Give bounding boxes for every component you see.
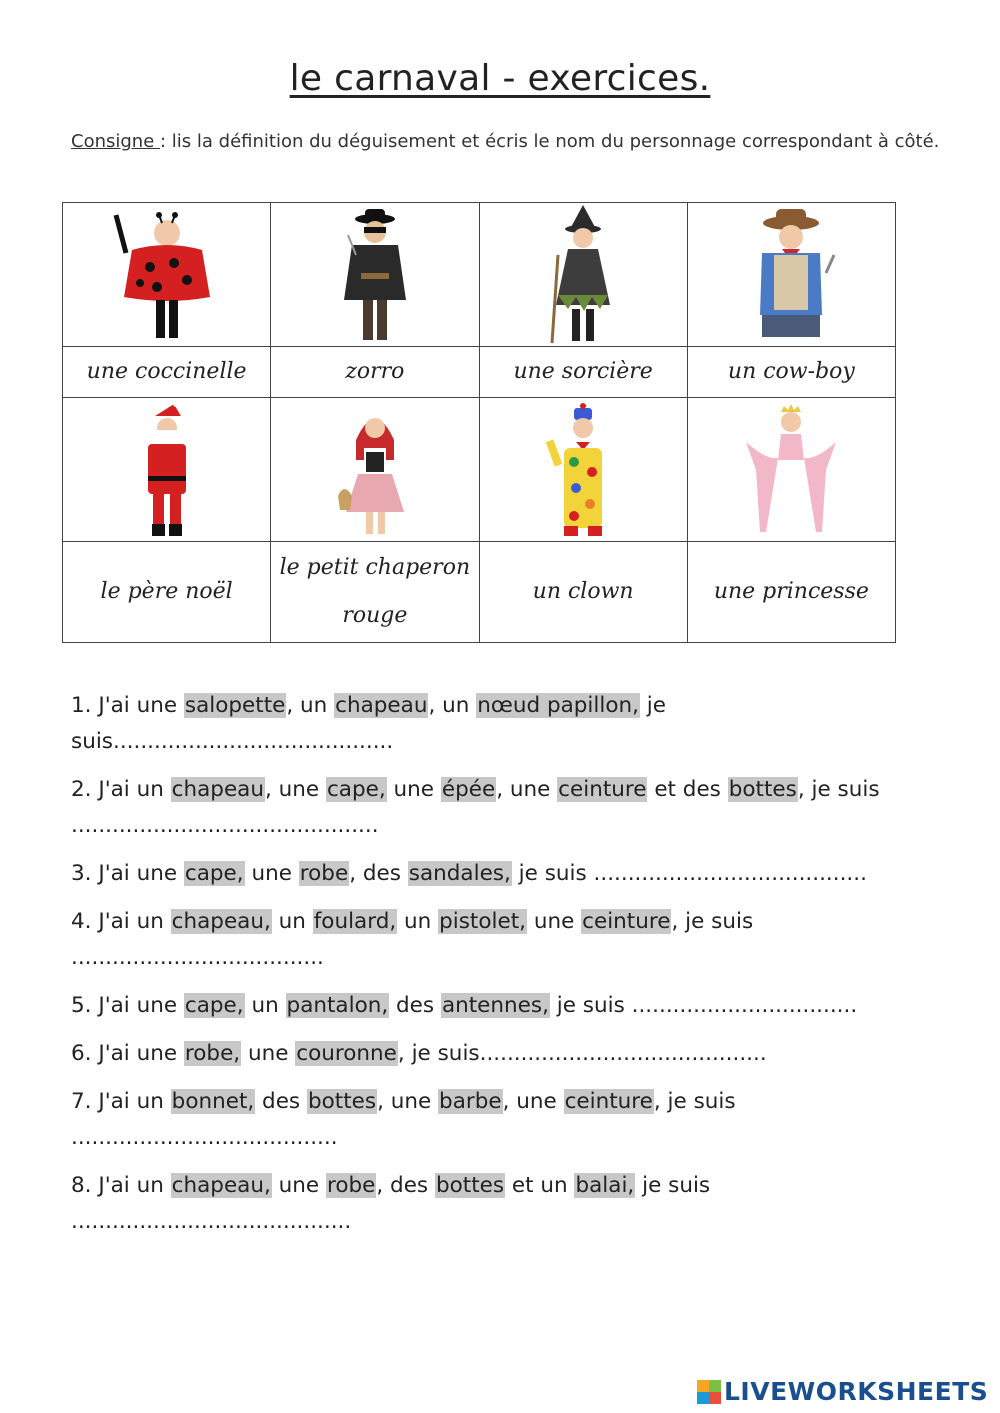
character-name: le petit chaperon rouge — [279, 555, 471, 628]
exercise-text: 1. J'ai une — [71, 693, 184, 718]
highlighted-word: barbe — [439, 1089, 502, 1114]
highlighted-word: cape, — [184, 861, 244, 886]
highlighted-word: cape, — [326, 777, 386, 802]
character-name: une sorcière — [513, 359, 653, 384]
character-name: une coccinelle — [86, 359, 247, 384]
exercise-text: , une — [502, 1089, 564, 1114]
exercise-text: je suis ........................................ — [511, 861, 867, 886]
princess-costume-icon — [726, 400, 856, 540]
character-name-cell — [63, 542, 271, 643]
highlighted-word: foulard, — [313, 909, 397, 934]
highlighted-word: chapeau — [335, 693, 428, 718]
character-name-cell — [479, 542, 687, 643]
character-name: le père noël — [100, 579, 233, 604]
costume-image-cell — [271, 203, 479, 347]
exercise-text: 3. J'ai une — [71, 861, 184, 886]
highlighted-word: chapeau — [171, 777, 264, 802]
exercise-text: , un — [286, 693, 335, 718]
cowboy-costume-icon — [726, 205, 856, 345]
exercise-item — [71, 1036, 971, 1072]
character-name: une princesse — [713, 579, 869, 604]
exercise-text: , une — [264, 777, 326, 802]
exercise-text: une — [271, 1173, 326, 1198]
exercise-list — [71, 688, 971, 1252]
highlighted-word: pantalon, — [286, 993, 389, 1018]
logo-square — [709, 1380, 721, 1392]
highlighted-word: bonnet, — [171, 1089, 255, 1114]
exercise-text: , des — [376, 1173, 435, 1198]
ladybug-costume-icon — [112, 205, 222, 345]
highlighted-word: antennes, — [441, 993, 549, 1018]
exercise-text: , une — [496, 777, 558, 802]
exercise-text: je suis......................................... — [71, 693, 666, 754]
exercise-item — [71, 856, 971, 892]
highlighted-word: chapeau, — [171, 909, 271, 934]
instruction-label: Consigne — [71, 131, 160, 152]
exercise-text: des — [255, 1089, 307, 1114]
costume-image-cell — [63, 203, 271, 347]
exercise-text: , une — [377, 1089, 439, 1114]
logo-square — [697, 1380, 709, 1392]
costume-image-cell — [271, 398, 479, 542]
exercise-text: , je suis ..................................... — [71, 909, 754, 970]
highlighted-word: salopette — [184, 693, 286, 718]
costume-table — [62, 202, 896, 643]
exercise-item — [71, 1084, 971, 1156]
highlighted-word: robe, — [184, 1041, 241, 1066]
character-name-cell — [479, 347, 687, 398]
exercise-text: je suis ................................. — [549, 993, 858, 1018]
exercise-text: un — [271, 909, 313, 934]
highlighted-word: balai, — [575, 1173, 635, 1198]
exercise-text: , je suis.......................................... — [397, 1041, 767, 1066]
liveworksheets-brand — [697, 1377, 988, 1406]
instruction — [71, 127, 966, 156]
red-riding-hood-costume-icon — [320, 400, 430, 540]
highlighted-word: robe — [299, 861, 349, 886]
highlighted-word: sandales, — [408, 861, 511, 886]
exercise-item — [71, 688, 971, 760]
exercise-text: une — [386, 777, 441, 802]
highlighted-word: ceinture — [558, 777, 647, 802]
page-title: le carnaval - exercices. — [289, 58, 711, 99]
exercise-text: et un — [505, 1173, 575, 1198]
highlighted-word: cape, — [184, 993, 244, 1018]
costume-image-cell — [63, 398, 271, 542]
exercise-text: , je suis ............................................. — [71, 777, 880, 838]
exercise-item — [71, 988, 971, 1024]
exercise-text: 8. J'ai un — [71, 1173, 171, 1198]
character-name: un clown — [532, 579, 634, 604]
clown-costume-icon — [528, 400, 638, 540]
exercise-text: un — [397, 909, 439, 934]
exercise-text: 6. J'ai une — [71, 1041, 184, 1066]
character-name-cell — [687, 542, 895, 643]
logo-square — [697, 1392, 709, 1404]
instruction-text: : lis la définition du déguisement et écris le nom du personnage correspondant à côté. — [160, 131, 940, 152]
costume-image-cell — [687, 398, 895, 542]
exercise-text: une — [244, 861, 299, 886]
exercise-text: 5. J'ai une — [71, 993, 184, 1018]
character-name-cell — [271, 347, 479, 398]
witch-costume-icon — [528, 205, 638, 345]
exercise-text: 7. J'ai un — [71, 1089, 171, 1114]
costume-image-cell — [687, 203, 895, 347]
exercise-text: , des — [349, 861, 408, 886]
highlighted-word: bottes — [435, 1173, 505, 1198]
exercise-text: 2. J'ai un — [71, 777, 171, 802]
santa-costume-icon — [112, 400, 222, 540]
highlighted-word: bottes — [307, 1089, 377, 1114]
zorro-costume-icon — [320, 205, 430, 345]
costume-image-cell — [479, 398, 687, 542]
highlighted-word: pistolet, — [439, 909, 526, 934]
exercise-item — [71, 904, 971, 976]
highlighted-word: robe — [326, 1173, 376, 1198]
highlighted-word: chapeau, — [171, 1173, 271, 1198]
exercise-item — [71, 1168, 971, 1240]
exercise-text: , un — [428, 693, 477, 718]
character-name-cell — [271, 542, 479, 643]
exercise-text: une — [526, 909, 582, 934]
character-name-cell — [687, 347, 895, 398]
highlighted-word: ceinture — [582, 909, 671, 934]
character-name: zorro — [345, 359, 405, 384]
logo-square — [709, 1392, 721, 1404]
highlighted-word: couronne — [296, 1041, 397, 1066]
exercise-text: un — [244, 993, 286, 1018]
highlighted-word: bottes — [728, 777, 797, 802]
exercise-text: une — [241, 1041, 296, 1066]
exercise-text: et des — [647, 777, 728, 802]
costume-image-cell — [479, 203, 687, 347]
highlighted-word: épée — [441, 777, 496, 802]
exercise-text: je suis ......................................... — [71, 1173, 711, 1234]
exercise-item — [71, 772, 971, 844]
character-name-cell — [63, 347, 271, 398]
liveworksheets-logo-icon — [697, 1380, 721, 1404]
highlighted-word: nœud papillon, — [477, 693, 639, 718]
highlighted-word: ceinture — [564, 1089, 653, 1114]
character-name: un cow-boy — [727, 359, 855, 384]
exercise-text: 4. J'ai un — [71, 909, 171, 934]
exercise-text: , je suis ....................................... — [71, 1089, 736, 1150]
brand-text: LIVEWORKSHEETS — [724, 1377, 989, 1406]
exercise-text: des — [389, 993, 441, 1018]
